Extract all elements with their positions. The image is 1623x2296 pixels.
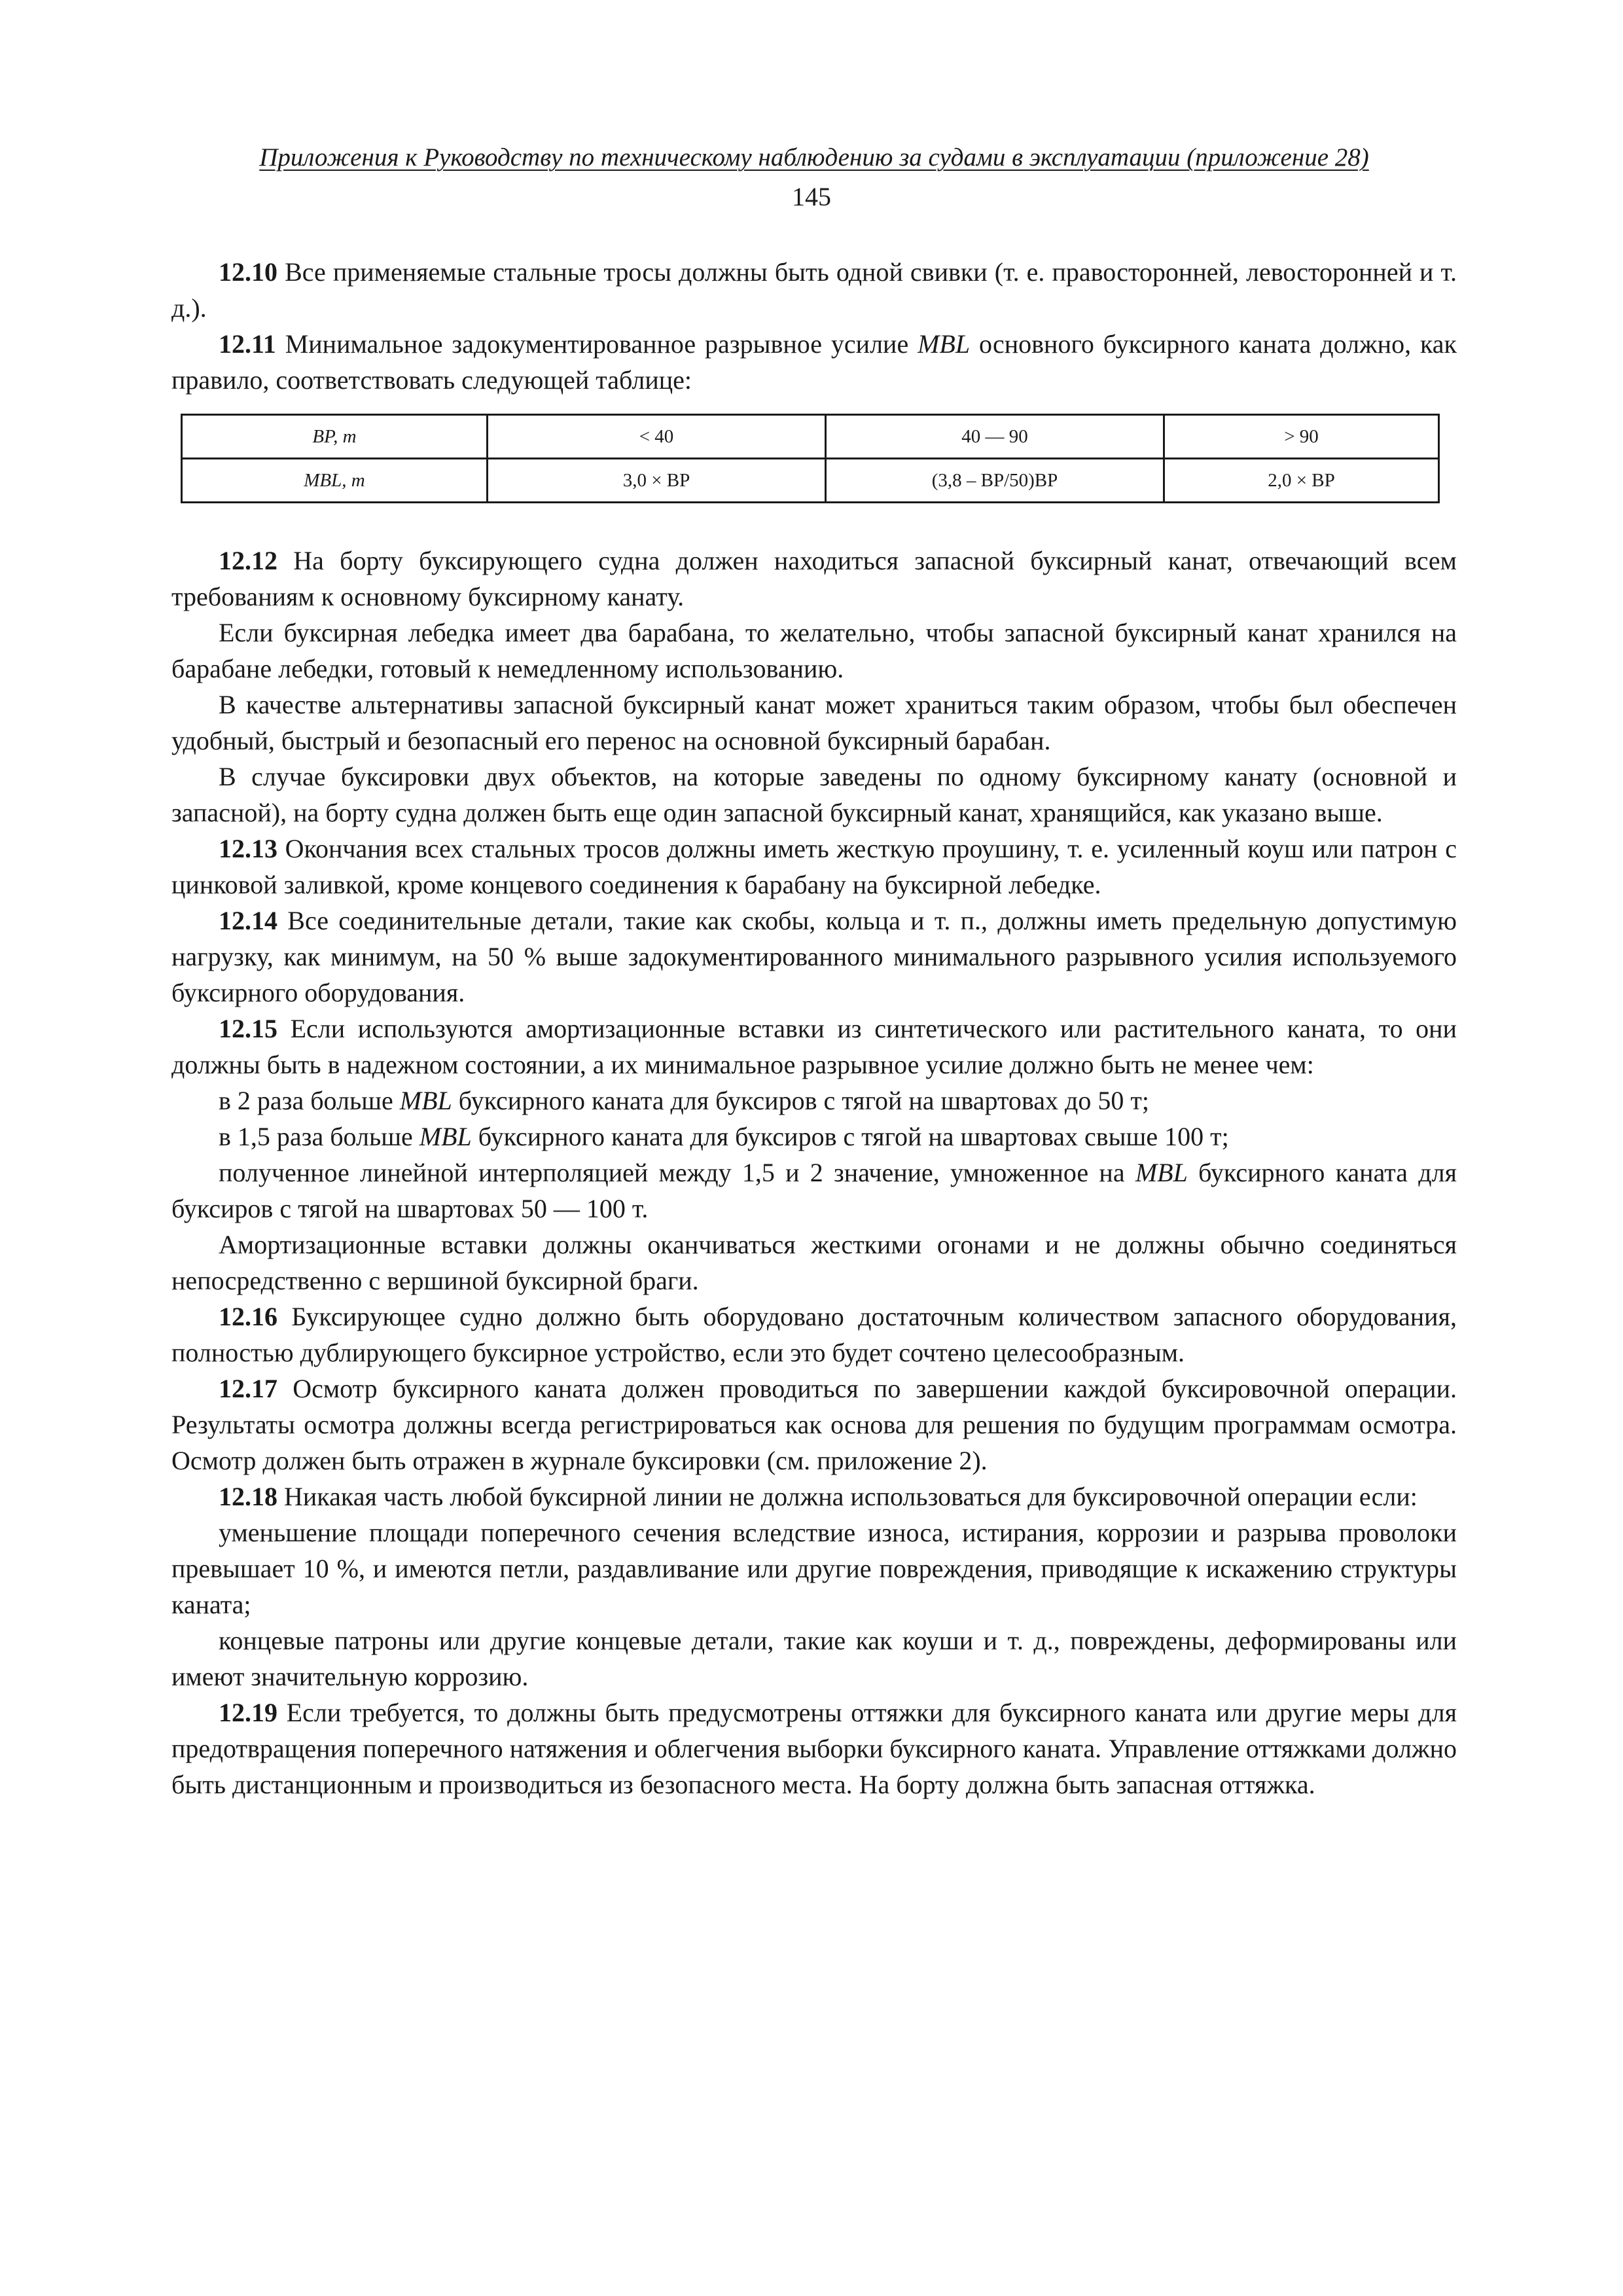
- table-row: [182, 415, 1439, 459]
- table-cell: 40 — 90: [826, 415, 1164, 459]
- table-row: [182, 459, 1439, 503]
- table-cell: < 40: [488, 415, 826, 459]
- clause-number: 12.17: [219, 1374, 277, 1403]
- paragraph-12-19: 12.19 Если требуется, то должны быть предусмотрены оттяжки для буксирного каната или другие меры для предотвращения поперечного натяжения и облегчения выборки буксирного каната. Управление оттяжками должно быть дистанционным и производиться из безопасного места. На борту должна быть запасная оттяжка.: [171, 1698, 1457, 1799]
- clause-number: 12.10: [219, 257, 277, 287]
- list-item: в 2 раза больше MBL буксирного каната для буксиров с тягой на швартовах до 50 т;: [219, 1086, 1149, 1115]
- clause-number: 12.18: [219, 1482, 277, 1511]
- paragraph-12-16: 12.16 Буксирующее судно должно быть оборудовано достаточным количеством запасного оборудования, полностью дублирующего буксирное устройство, если это будет сочтено целесообразным.: [171, 1302, 1457, 1367]
- paragraph-12-18: 12.18 Никакая часть любой буксирной линии не должна использоваться для буксировочной операции если:: [219, 1482, 1418, 1511]
- clause-number: 12.12: [219, 546, 277, 575]
- mbl-symbol: MBL: [918, 329, 971, 359]
- paragraph-12-10: 12.10 Все применяемые стальные тросы должны быть одной свивки (т. е. правосторонней, левосторонней и т. д.).: [171, 257, 1457, 323]
- running-header: Приложения к Руководству по техническому наблюдению за судами в эксплуатации (приложение 28): [259, 143, 1369, 171]
- row-label: BP, т: [182, 415, 488, 459]
- clause-number: 12.13: [219, 834, 277, 863]
- table-cell: (3,8 – BP/50)BP: [826, 459, 1164, 503]
- clause-number: 12.19: [219, 1698, 277, 1727]
- mbl-symbol: MBL: [399, 1086, 452, 1115]
- table-cell: 3,0 × BP: [488, 459, 826, 503]
- clause-number: 12.16: [219, 1302, 277, 1331]
- row-label: MBL, т: [182, 459, 488, 503]
- mbl-symbol: MBL: [419, 1122, 472, 1151]
- list-item: уменьшение площади поперечного сечения вследствие износа, истирания, коррозии и разрыва проволоки превышает 10 %, и имеются петли, раздавливание или другие повреждения, приводящие к искажению структуры каната;: [171, 1518, 1457, 1619]
- clause-number: 12.14: [219, 906, 277, 935]
- paragraph-12-13: 12.13 Окончания всех стальных тросов должны иметь жесткую проушину, т. е. усиленный коуш или патрон с цинковой заливкой, кроме концевого соединения к барабану на буксирной лебедке.: [171, 834, 1457, 899]
- paragraph: В случае буксировки двух объектов, на которые заведены по одному буксирному канату (основной и запасной), на борту судна должен быть еще один запасной буксирный канат, хранящийся, как указано выше.: [171, 762, 1457, 827]
- mbl-symbol: MBL: [1135, 1158, 1188, 1187]
- paragraph-12-12: 12.12 На борту буксирующего судна должен находиться запасной буксирный канат, отвечающий всем требованиям к основному буксирному канату.: [171, 546, 1457, 611]
- paragraph-12-14: 12.14 Все соединительные детали, такие как скобы, кольца и т. п., должны иметь предельную допустимую нагрузку, как минимум, на 50 % выше задокументированного минимального разрывного усилия используемого буксирного оборудования.: [171, 906, 1457, 1007]
- clause-number: 12.15: [219, 1014, 277, 1043]
- document-body: [171, 254, 1457, 1803]
- clause-number: 12.11: [219, 329, 276, 359]
- mbl-table: [181, 414, 1440, 503]
- list-item: полученное линейной интерполяцией между 1,5 и 2 значение, умноженное на MBL буксирного каната для буксиров с тягой на швартовах 50 — 100 т.: [171, 1158, 1457, 1223]
- paragraph: Если буксирная лебедка имеет два барабана, то желательно, чтобы запасной буксирный канат хранился на барабане лебедки, готовый к немедленному использованию.: [171, 618, 1457, 683]
- page-number: 145: [792, 182, 831, 211]
- paragraph: В качестве альтернативы запасной буксирный канат может храниться таким образом, чтобы был обеспечен удобный, быстрый и безопасный его перенос на основной буксирный барабан.: [171, 690, 1457, 755]
- paragraph: Амортизационные вставки должны оканчиваться жесткими огонами и не должны обычно соединяться непосредственно с вершиной буксирной браги.: [171, 1230, 1457, 1295]
- list-item: концевые патроны или другие концевые детали, такие как коуши и т. д., повреждены, деформированы или имеют значительную коррозию.: [171, 1626, 1457, 1691]
- table-cell: 2,0 × BP: [1164, 459, 1439, 503]
- paragraph-12-17: 12.17 Осмотр буксирного каната должен проводиться по завершении каждой буксировочной операции. Результаты осмотра должны всегда регистрироваться как основа для решения по будущим программам осмотра. Осмотр должен быть отражен в журнале буксировки (см. приложение 2).: [171, 1374, 1457, 1475]
- paragraph-12-15: 12.15 Если используются амортизационные вставки из синтетического или растительного каната, то они должны быть в надежном состоянии, а их минимальное разрывное усилие должно быть не менее чем:: [171, 1014, 1457, 1079]
- paragraph-12-11: 12.11 Минимальное задокументированное разрывное усилие MBL основного буксирного каната должно, как правило, соответствовать следующей таблице:: [171, 329, 1457, 395]
- list-item: в 1,5 раза больше MBL буксирного каната для буксиров с тягой на швартовах свыше 100 т;: [219, 1122, 1229, 1151]
- table-cell: > 90: [1164, 415, 1439, 459]
